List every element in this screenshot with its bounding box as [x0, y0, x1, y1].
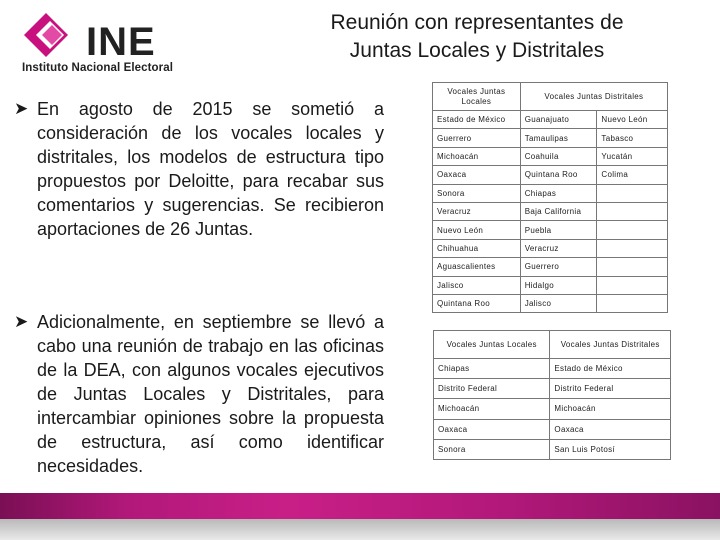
- table-cell: Jalisco: [433, 276, 521, 294]
- slide-title: [262, 9, 692, 65]
- table-cell: Guerrero: [433, 129, 521, 147]
- table-cell: Puebla: [520, 221, 597, 239]
- table-cell: Distrito Federal: [434, 379, 550, 399]
- table-cell: [597, 202, 668, 220]
- bullet-arrow-icon: ➤: [14, 99, 29, 118]
- table-cell: Aguascalientes: [433, 258, 521, 276]
- table-cell: Guerrero: [520, 258, 597, 276]
- table-row: [433, 129, 668, 147]
- table-cell: Baja California: [520, 202, 597, 220]
- table-cell: Hidalgo: [520, 276, 597, 294]
- table-header-cell: Vocales Juntas Distritales: [550, 331, 671, 359]
- table-row: [433, 239, 668, 257]
- table-cell: Sonora: [433, 184, 521, 202]
- table-cell: Sonora: [434, 439, 550, 459]
- logo-subtitle: Instituto Nacional Electoral: [22, 62, 174, 74]
- table-cell: [597, 184, 668, 202]
- table-cell: Distrito Federal: [550, 379, 671, 399]
- table-cell: Oaxaca: [433, 166, 521, 184]
- table-cell: [597, 221, 668, 239]
- table-row: [433, 111, 668, 129]
- table-cell: Michoacán: [550, 399, 671, 419]
- table-row: [434, 379, 671, 399]
- table-cell: Veracruz: [433, 202, 521, 220]
- table-header-cell: Vocales Juntas Distritales: [520, 83, 667, 111]
- table-row: [433, 258, 668, 276]
- table-row: [434, 359, 671, 379]
- bullet-text: En agosto de 2015 se sometió a consideración de los vocales locales y distritales, los modelos de estructura tipo propuestos por Deloitte, para recabar sus comentarios y sugerencias. Se recibieron aportaciones de 26 Juntas.: [37, 99, 384, 239]
- table-row: [433, 166, 668, 184]
- table-row: [433, 202, 668, 220]
- table-header-cell: Vocales Juntas Locales: [434, 331, 550, 359]
- table-cell: [597, 239, 668, 257]
- table-row: [434, 399, 671, 419]
- table-row: [433, 147, 668, 165]
- title-line-1: Reunión con representantes de: [330, 11, 624, 34]
- table-cell: Tabasco: [597, 129, 668, 147]
- table-cell: Nuevo León: [597, 111, 668, 129]
- table-row: [434, 419, 671, 439]
- logo-wordmark: INE: [86, 20, 156, 64]
- footer-band: [0, 493, 720, 521]
- table-header-row: [433, 83, 668, 111]
- ine-logo: [22, 10, 208, 76]
- table-row: [433, 276, 668, 294]
- bullet-arrow-icon: ➤: [14, 312, 29, 331]
- table-row: [433, 184, 668, 202]
- footer-shadow: [0, 519, 720, 540]
- bullet-text: Adicionalmente, en septiembre se llevó a cabo una reunión de trabajo en las oficinas de la DEA, con algunos vocales ejecutivos de Juntas Locales y Distritales, para intercambiar opiniones sobre la propuesta de estructura, así como identificar necesidades.: [37, 312, 384, 476]
- table-cell: Chihuahua: [433, 239, 521, 257]
- title-line-2: Juntas Locales y Distritales: [349, 39, 605, 62]
- table-cell: Michoacán: [433, 147, 521, 165]
- table-cell: Quintana Roo: [520, 166, 597, 184]
- table-cell: Colima: [597, 166, 668, 184]
- table-cell: Oaxaca: [434, 419, 550, 439]
- bullet-item: [14, 310, 384, 478]
- table-cell: Estado de México: [433, 111, 521, 129]
- table-row: [433, 221, 668, 239]
- table-cell: Chiapas: [520, 184, 597, 202]
- table-row: [434, 439, 671, 459]
- table-cell: Quintana Roo: [433, 294, 521, 312]
- table-cell: [597, 258, 668, 276]
- table-cell: [597, 276, 668, 294]
- table-cell: Yucatán: [597, 147, 668, 165]
- table-cell: San Luis Potosí: [550, 439, 671, 459]
- ine-emblem-icon: [22, 10, 82, 60]
- table-header-row: [434, 331, 671, 359]
- bullet-item: [14, 97, 384, 241]
- vocales-table-2: [433, 330, 671, 460]
- vocales-table-1: [432, 82, 668, 313]
- table-cell: Nuevo León: [433, 221, 521, 239]
- table-cell: [597, 294, 668, 312]
- table-cell: Estado de México: [550, 359, 671, 379]
- table-header-cell: Vocales Juntas Locales: [433, 83, 521, 111]
- table-cell: Coahuila: [520, 147, 597, 165]
- table-cell: Chiapas: [434, 359, 550, 379]
- table-cell: Guanajuato: [520, 111, 597, 129]
- table-cell: Oaxaca: [550, 419, 671, 439]
- table-cell: Jalisco: [520, 294, 597, 312]
- table-cell: Tamaulipas: [520, 129, 597, 147]
- table-cell: Veracruz: [520, 239, 597, 257]
- table-cell: Michoacán: [434, 399, 550, 419]
- table-row: [433, 294, 668, 312]
